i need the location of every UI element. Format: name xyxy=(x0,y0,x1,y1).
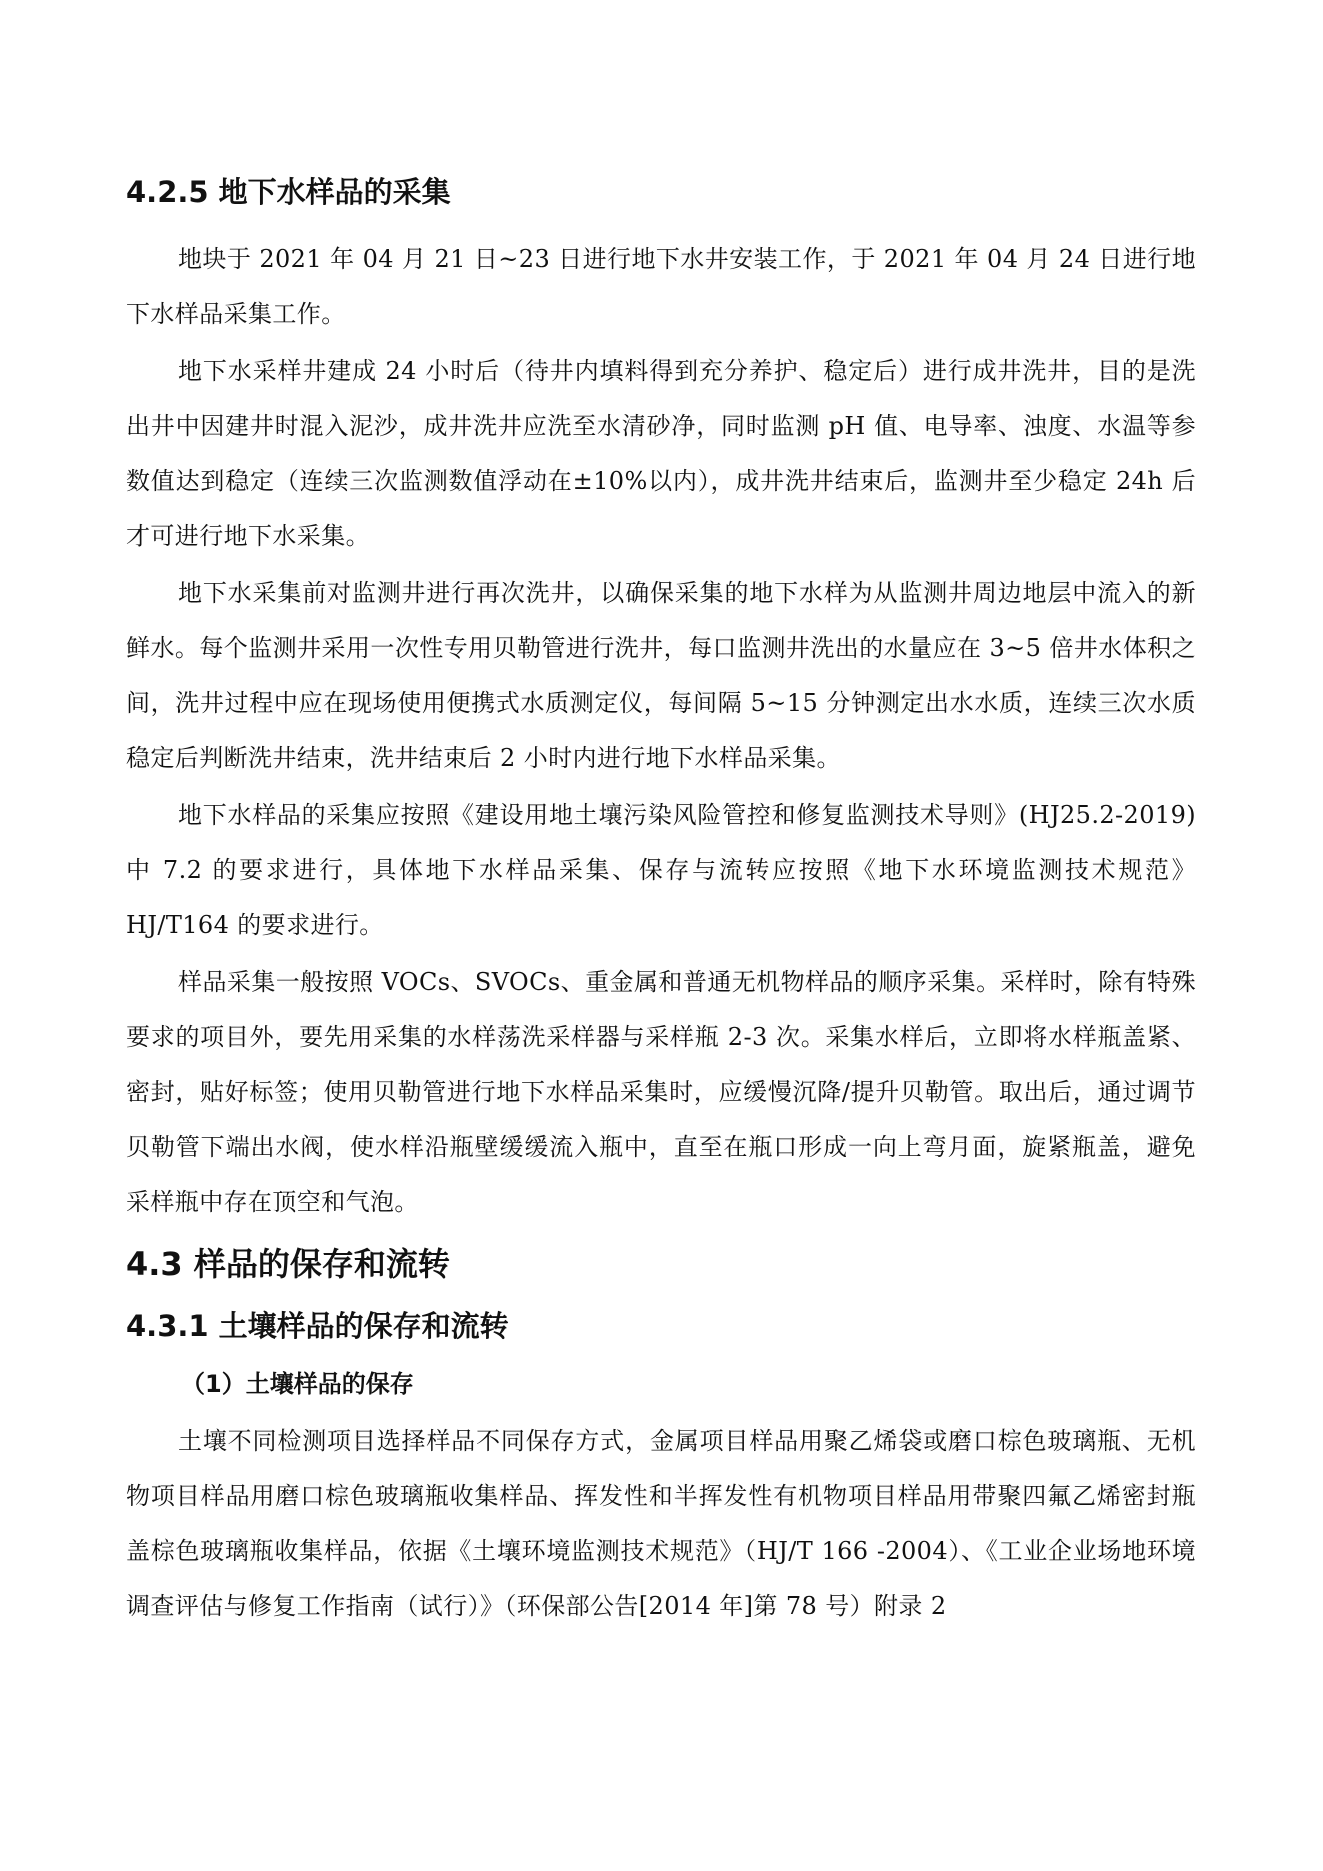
paragraph-purging: 地下水采集前对监测井进行再次洗井，以确保采集的地下水样为从监测井周边地层中流入的新鲜水。每个监测井采用一次性专用贝勒管进行洗井，每口监测井洗出的水量应在 3~5 倍井水体积之间，洗井过程中应在现场使用便携式水质测定仪，每间隔 5~15 分钟测定出水水质，连续三次水质稳定后判断洗井结束，洗井结束后 2 小时内进行地下水样品采集。 xyxy=(126,579,1196,772)
paragraph-well-development: 地下水采样井建成 24 小时后（待井内填料得到充分养护、稳定后）进行成井洗井，目的是洗出井中因建井时混入泥沙，成井洗井应洗至水清砂净，同时监测 pH 值、电导率、浊度、水温等参数值达到稳定（连续三次监测数值浮动在±10%以内），成井洗井结束后，监测井至少稳定 24h 后才可进行地下水采集。 xyxy=(126,357,1196,550)
section-heading-4-3: 4.3 样品的保存和流转 xyxy=(126,1245,450,1283)
paragraph-sampling-order: 样品采集一般按照 VOCs、SVOCs、重金属和普通无机物样品的顺序采集。采样时，除有特殊要求的项目外，要先用采集的水样荡洗采样器与采样瓶 2-3 次。采集水样后，立即将水样瓶盖紧、密封，贴好标签；使用贝勒管进行地下水样品采集时，应缓慢沉降/提升贝勒管。取出后，通过调节贝勒管下端出水阀，使水样沿瓶壁缓缓流入瓶中，直至在瓶口形成一向上弯月面，旋紧瓶盖，避免采样瓶中存在顶空和气泡。 xyxy=(126,968,1196,1216)
paragraph-well-install-dates: 地块于 2021 年 04 月 21 日~23 日进行地下水井安装工作，于 2021 年 04 月 24 日进行地下水样品采集工作。 xyxy=(126,245,1196,328)
section-heading-4-2-5: 4.2.5 地下水样品的采集 xyxy=(126,175,451,209)
section-heading-4-3-1: 4.3.1 土壤样品的保存和流转 xyxy=(126,1309,509,1343)
sub-heading-soil-storage: （1）土壤样品的保存 xyxy=(181,1370,414,1398)
paragraph-sampling-standards: 地下水样品的采集应按照《建设用地土壤污染风险管控和修复监测技术导则》(HJ25.2-2019)中 7.2 的要求进行，具体地下水样品采集、保存与流转应按照《地下水环境监测技术规范》HJ/T164 的要求进行。 xyxy=(126,801,1196,939)
paragraph-soil-storage: 土壤不同检测项目选择样品不同保存方式，金属项目样品用聚乙烯袋或磨口棕色玻璃瓶、无机物项目样品用磨口棕色玻璃瓶收集样品、挥发性和半挥发性有机物项目样品用带聚四氟乙烯密封瓶盖棕色玻璃瓶收集样品，依据《土壤环境监测技术规范》（HJ/T 166 -2004）、《工业企业场地环境调查评估与修复工作指南（试行）》（环保部公告[2014 年]第 78 号）附录 2 xyxy=(126,1427,1196,1620)
page-content xyxy=(126,172,1196,1636)
